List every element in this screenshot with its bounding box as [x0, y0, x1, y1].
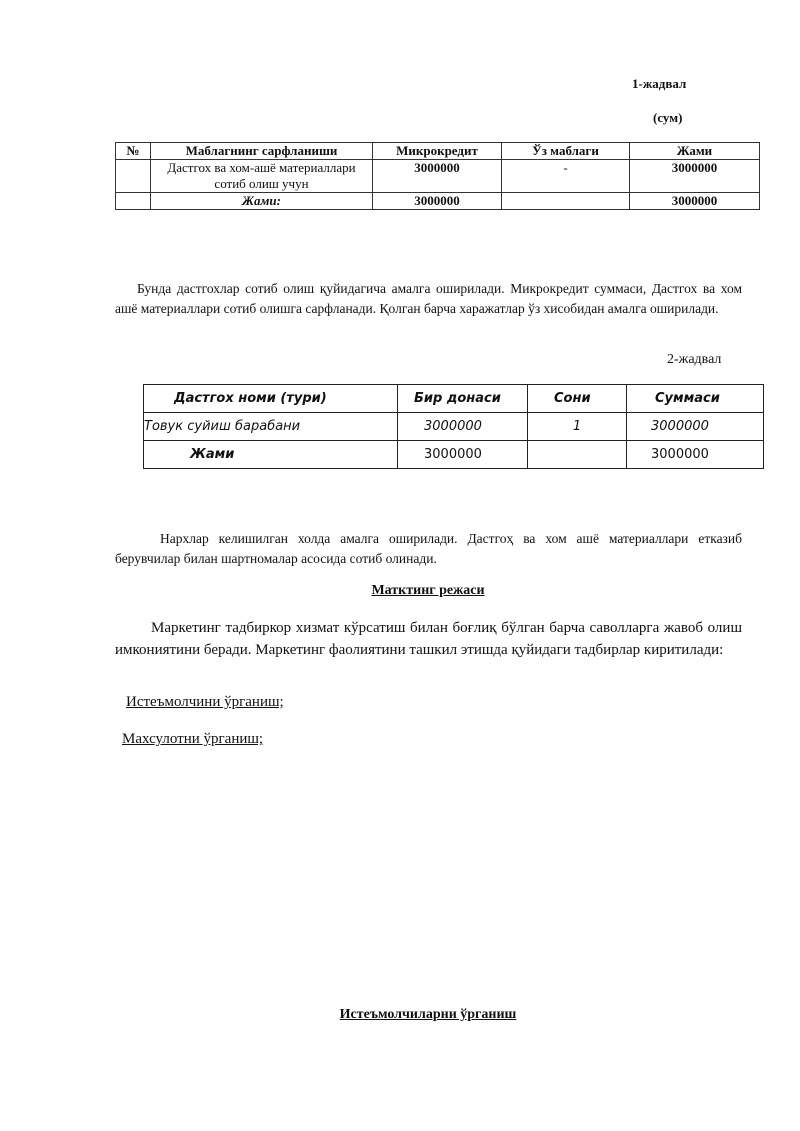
- paragraph-prices: [115, 529, 742, 569]
- table2-total-sum: 3000000: [627, 441, 764, 469]
- table2-row-sum: 3000000: [627, 413, 764, 441]
- budget-table: [115, 142, 760, 210]
- table1-row-microcredit: 3000000: [373, 160, 502, 193]
- table-row: [116, 160, 760, 193]
- table2-total-row: [144, 441, 764, 469]
- paragraph-marketing-text: Маркетинг тадбиркор хизмат кўрсатиш билан боғлиқ бўлган барча саволларга жавоб олиш имкониятини беради. Маркетинг фаолиятини ташкил этишда қуйидаги тадбирлар киритилади:: [115, 620, 742, 658]
- table2-header-name: Дастгох номи (тури): [144, 385, 398, 413]
- paragraph-purchase-text: Бунда дастгохлар сотиб олиш қуйидагича амалга оширилади. Микрокредит суммаси, Дастгох ва хом ашё материаллари сотиб олишга сарфланади. Қолган барча харажатлар ўз хисобидан амалга оширилади.: [115, 281, 742, 316]
- table1-row-name: Дастгох ва хом-ашё материаллари сотиб олиш учун: [151, 160, 373, 193]
- table2-total-count: [528, 441, 627, 469]
- table2-header-unit-price: Бир донаси: [398, 385, 528, 413]
- table1-total-total: 3000000: [630, 193, 760, 210]
- table2-row-unit-price: 3000000: [398, 413, 528, 441]
- table1-header-num: №: [116, 143, 151, 160]
- table1-header-microcredit: Микрокредит: [373, 143, 502, 160]
- table1-header-own-funds: Ўз маблаги: [502, 143, 630, 160]
- table1-header-spending: Маблагнинг сарфланиши: [151, 143, 373, 160]
- table2-total-label: Жами: [144, 441, 398, 469]
- paragraph-purchase: [115, 279, 742, 319]
- table-row: [144, 413, 764, 441]
- table1-total-num: [116, 193, 151, 210]
- table1-label: 1-жадвал: [632, 76, 687, 91]
- table1-header-total: Жами: [630, 143, 760, 160]
- consumers-heading: Истеъмолчиларни ўрганиш: [339, 1007, 517, 1022]
- table2-total-unit-price: 3000000: [398, 441, 528, 469]
- paragraph-marketing: [115, 617, 742, 661]
- table2-header-count: Сони: [528, 385, 627, 413]
- equipment-table: [143, 384, 764, 469]
- table1-total-own-funds: [502, 193, 630, 210]
- table1-row-total: 3000000: [630, 160, 760, 193]
- table2-header-sum: Суммаси: [627, 385, 764, 413]
- table1-header-row: [116, 143, 760, 160]
- list-item: Махсулотни ўрганиш;: [122, 731, 264, 747]
- table2-row-count: 1: [528, 413, 627, 441]
- paragraph-prices-text: Нархлар келишилган холда амалга оширилади. Дастгоҳ ва хом ашё материаллари етказиб берувчилар билан шартномалар асосида сотиб олинади.: [115, 531, 742, 566]
- table2-header-row: [144, 385, 764, 413]
- table2-row-name: Товук суйиш барабани: [144, 413, 398, 441]
- table1-total-microcredit: 3000000: [373, 193, 502, 210]
- table1-total-label: Жами:: [151, 193, 373, 210]
- marketing-heading: Матктинг режаси: [371, 583, 485, 598]
- table1-row-own-funds: -: [502, 160, 630, 193]
- table1-total-row: [116, 193, 760, 210]
- table1-row-num: [116, 160, 151, 193]
- table1-unit: (сум): [653, 110, 683, 125]
- table2-label: 2-жадвал: [667, 352, 722, 367]
- list-item: Истеъмолчини ўрганиш;: [126, 694, 284, 710]
